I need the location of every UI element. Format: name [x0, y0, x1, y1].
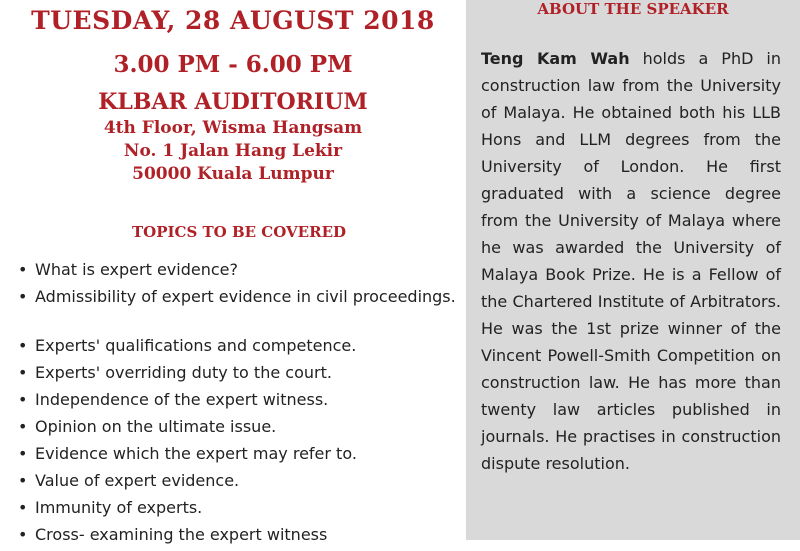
venue-address-line: No. 1 Jalan Hang Lekir: [123, 141, 343, 161]
bullet-icon: •: [18, 363, 28, 382]
topic-text: What is expert evidence?: [35, 260, 238, 279]
bullet-icon: •: [18, 287, 28, 306]
list-item: [18, 416, 458, 438]
topic-text: Experts' overriding duty to the court.: [35, 363, 332, 382]
bullet-icon: •: [18, 260, 28, 279]
event-time: 3.00 PM - 6.00 PM: [113, 51, 353, 78]
event-venue: KLBAR AUDITORIUM: [98, 89, 368, 115]
topic-text: Value of expert evidence.: [35, 471, 240, 490]
list-item: [18, 497, 458, 519]
speaker-name: Teng Kam Wah: [481, 49, 630, 68]
topic-text: Cross- examining the expert witness: [35, 525, 328, 544]
speaker-bio: [481, 45, 781, 477]
topic-text: Immunity of experts.: [35, 498, 203, 517]
speaker-panel: [466, 0, 800, 540]
bullet-icon: •: [18, 498, 28, 517]
topics-list: [18, 259, 458, 551]
topics-heading: TOPICS TO BE COVERED: [131, 223, 347, 241]
topic-text: Admissibility of expert evidence in civil proceedings.: [35, 287, 456, 306]
list-item: [18, 470, 458, 492]
about-speaker-heading: ABOUT THE SPEAKER: [537, 0, 729, 18]
list-item: [18, 389, 458, 411]
venue-address-line: 4th Floor, Wisma Hangsam: [103, 118, 363, 138]
bullet-icon: •: [18, 417, 28, 436]
bullet-icon: •: [18, 390, 28, 409]
list-item: [18, 259, 458, 281]
speaker-bio-text: holds a PhD in construction law from the University of Malaya. He obtained both his LLB Hons and LLM degrees from the University of London. He first graduated with a science degree from the University of Malaya where he was awarded the University of Malaya Book Prize. He is a Fellow of the Chartered Institute of Arbitrators. He was the 1st prize winner of the Vincent Powell-Smith Competition on construction law. He has more than twenty law articles published in journals. He practises in construction dispute resolution.: [481, 49, 781, 473]
topic-text: Evidence which the expert may refer to.: [35, 444, 357, 463]
list-item: [18, 335, 458, 357]
venue-address-line: 50000 Kuala Lumpur: [132, 164, 334, 184]
bullet-icon: •: [18, 471, 28, 490]
event-date: TUESDAY, 28 AUGUST 2018: [31, 6, 435, 35]
list-item: [18, 443, 458, 465]
topic-text: Opinion on the ultimate issue.: [35, 417, 277, 436]
topic-text: Experts' qualifications and competence.: [35, 336, 357, 355]
bullet-icon: •: [18, 525, 28, 544]
list-item: [18, 524, 458, 546]
bullet-icon: •: [18, 444, 28, 463]
list-item: [18, 362, 458, 384]
topic-text: Independence of the expert witness.: [35, 390, 329, 409]
bullet-icon: •: [18, 336, 28, 355]
list-item: [18, 286, 458, 330]
